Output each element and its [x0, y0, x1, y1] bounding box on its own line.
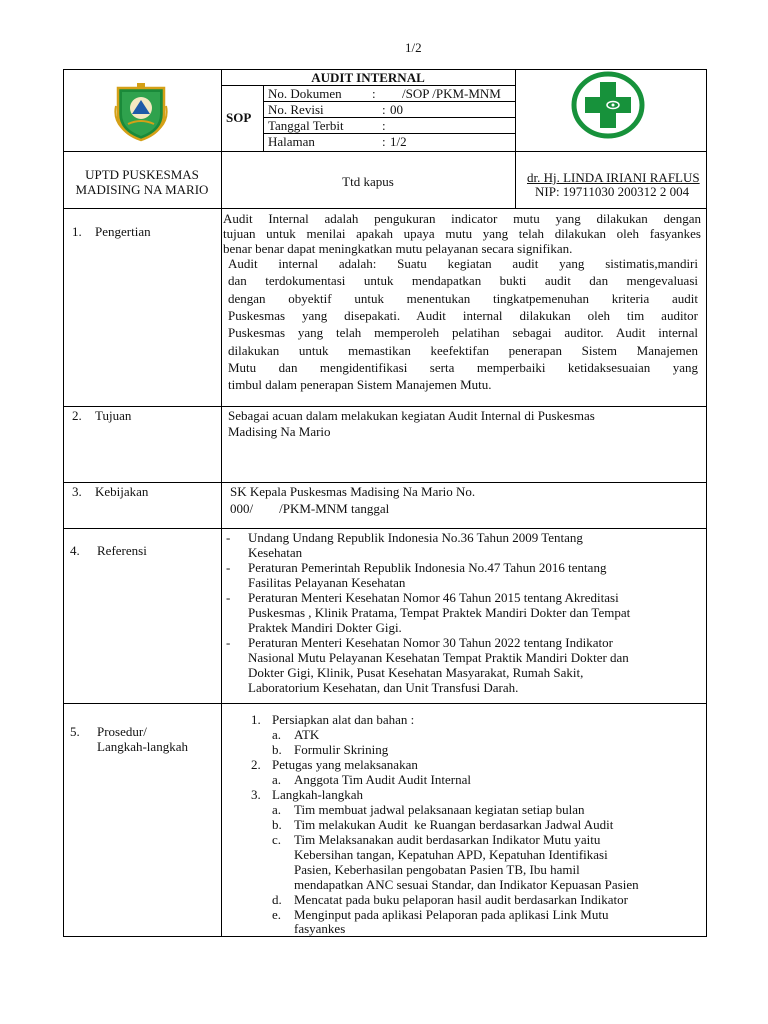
kebijakan-line: 000/ /PKM-MNM tanggal	[230, 501, 390, 516]
pengertian-line: Audit Internal adalah pengukuran indicator mutu yang dilakukan dengan	[223, 211, 701, 226]
pengertian-line: Audit internal adalah: Suatu kegiatan audit yang sistimatis,mandiri	[228, 256, 698, 271]
pengertian-line: dengan obyektif untuk menentukan tingkatpemenuhan kriteria audit	[228, 291, 698, 306]
section-number: 5.	[70, 724, 80, 739]
kebijakan-line: SK Kepala Puskesmas Madising Na Mario No.	[230, 484, 476, 499]
section-label: Referensi	[97, 543, 147, 558]
signer-nip: NIP: 19711030 200312 2 004	[535, 184, 690, 199]
pengertian-line: tujuan untuk menilai apakah upaya mutu yang telah dilakukan oleh fasyankes	[223, 226, 701, 241]
tujuan-line: Sebagai acuan dalam melakukan kegiatan Audit Internal di Puskesmas	[228, 408, 595, 423]
section-label: Kebijakan	[95, 484, 149, 499]
pengertian-line: Puskesmas yang telah memperoleh pelatihan sebagai auditor. Audit internal	[228, 325, 698, 340]
pengertian-line: Puskesmas yang disepakati. Audit internal dilakukan oleh tim auditor	[228, 308, 698, 323]
pengertian-line: timbul dalam penerapan Sistem Manajemen Mutu.	[228, 377, 492, 392]
org-name-line1: UPTD PUSKESMAS	[85, 167, 199, 182]
tujuan-line: Madising Na Mario	[228, 424, 331, 439]
regional-logo	[110, 80, 172, 142]
signer-name: dr. Hj. LINDA IRIANI RAFLUS	[527, 170, 700, 185]
section-label: Langkah-langkah	[97, 739, 188, 754]
page-number: 1/2	[405, 40, 422, 55]
kemenkes-logo	[569, 70, 647, 140]
section-label: Pengertian	[95, 224, 151, 239]
sop-label: SOP	[226, 110, 252, 125]
section-number: 2.	[72, 408, 82, 423]
section-label: Tujuan	[95, 408, 132, 423]
section-label: Prosedur/	[97, 724, 147, 739]
pengertian-line: dilakukan untuk memastikan keefektifan penerapan Sistem Manajemen	[228, 343, 698, 358]
org-name-line2: MADISING NA MARIO	[75, 182, 209, 197]
document-title: AUDIT INTERNAL	[311, 70, 425, 85]
pengertian-line: Mutu dan mengidentifikasi serta memperbaiki ketidaksesuaian yang	[228, 360, 698, 375]
section-number: 1.	[72, 224, 82, 239]
pengertian-line: benar benar dapat meningkatkan mutu pelayanan secara signifikan.	[223, 241, 573, 256]
section-number: 4.	[70, 543, 80, 558]
ttd-kapus: Ttd kapus	[342, 174, 394, 189]
section-number: 3.	[72, 484, 82, 499]
pengertian-line: dan terdokumentasi untuk mendapatkan bukti audit dan mengevaluasi	[228, 273, 698, 288]
